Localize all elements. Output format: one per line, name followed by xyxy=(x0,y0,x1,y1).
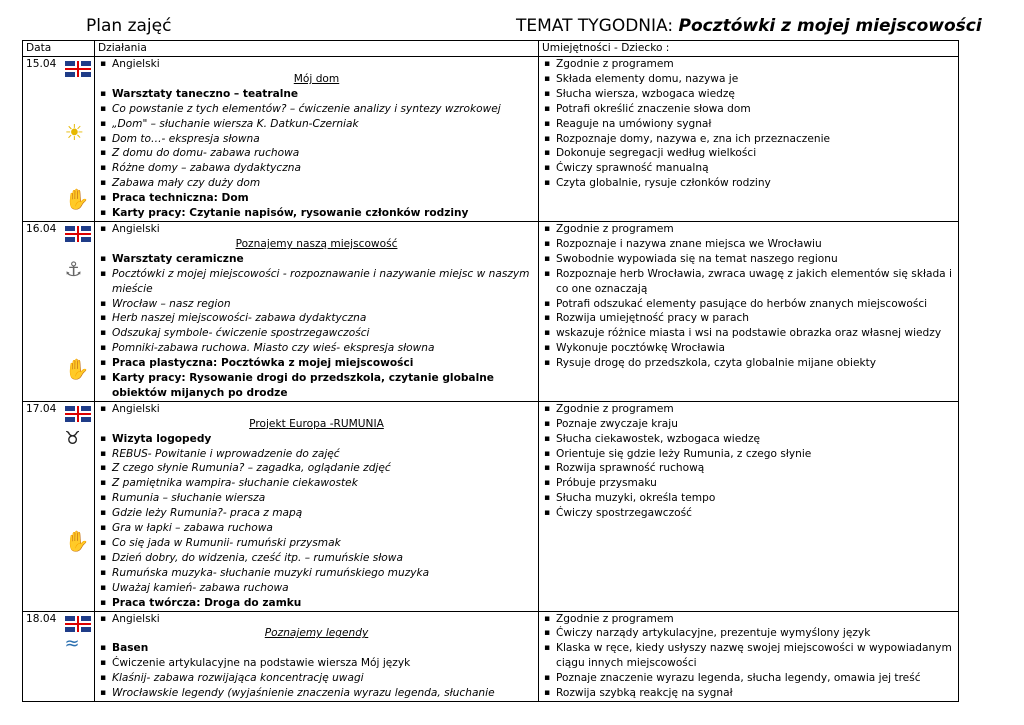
activity-item: ▪ Dzień dobry, do widzenia, cześć itp. – rumuńskie słowa xyxy=(98,551,535,566)
day-skills xyxy=(539,401,959,611)
day-activities xyxy=(95,401,539,611)
activity-item: ▪ Karty pracy: Rysowanie drogi do przedszkola, czytanie globalne obiektów mijanych po drodze xyxy=(98,371,535,401)
activity-item: ▪ Odszukaj symbole- ćwiczenie spostrzegawczości xyxy=(98,326,535,341)
activity-item: ▪ Angielski xyxy=(98,57,535,72)
skill-item: ▪ Zgodnie z programem xyxy=(542,57,955,72)
activity-item: ▪ Gra w łapki – zabawa ruchowa xyxy=(98,521,535,536)
activity-item: ▪ Różne domy – zabawa dydaktyczna xyxy=(98,161,535,176)
skill-item: ▪ Wykonuje pocztówkę Wrocławia xyxy=(542,341,955,356)
skill-item: ▪ Słucha muzyki, określa tempo xyxy=(542,491,955,506)
skill-item: ▪ Słucha ciekawostek, wzbogaca wiedzę xyxy=(542,432,955,447)
skill-item: ▪ Potrafi odszukać elementy pasujące do herbów znanych miejscowości xyxy=(542,297,955,312)
activity-item: ▪ Gdzie leży Rumunia?- praca z mapą xyxy=(98,506,535,521)
activity-item: ▪ Herb naszej miejscowości- zabawa dydaktyczna xyxy=(98,311,535,326)
lesson-plan-table xyxy=(22,40,959,702)
activity-item: ▪ Zabawa mały czy duży dom xyxy=(98,176,535,191)
activity-item: ▪ Dom to…- ekspresja słowna xyxy=(98,132,535,147)
hand-icon: ✋ xyxy=(64,528,90,553)
activity-item: ▪ Basen xyxy=(98,641,535,656)
uk-flag-icon xyxy=(65,616,91,632)
activity-item: ▪ Rumunia – słuchanie wiersza xyxy=(98,491,535,506)
activity-item: ▪ Angielski xyxy=(98,222,535,237)
hand-icon: ✋ xyxy=(64,356,90,381)
activity-item: ▪ Klaśnij- zabawa rozwijająca koncentrację uwagi xyxy=(98,671,535,686)
skill-item: ▪ Rozpoznaje i nazywa znane miejsca we Wrocławiu xyxy=(542,237,955,252)
activity-item: ▪ Wrocławskie legendy (wyjaśnienie znaczenia wyrazu legenda, słuchanie xyxy=(98,686,535,701)
activity-item: ▪ „Dom" – słuchanie wiersza K. Datkun-Czerniak xyxy=(98,117,535,132)
col-header-activities: Działania xyxy=(95,41,539,57)
skill-item: ▪ Rozpoznaje herb Wrocławia, zwraca uwagę z jakich elementów się składa i co one oznaczają xyxy=(542,267,955,297)
skill-item: ▪ Ćwiczy narządy artykulacyjne, prezentuje wymyślony język xyxy=(542,626,955,641)
activity-item xyxy=(98,417,535,432)
activity-item: ▪ Praca techniczna: Dom xyxy=(98,191,535,206)
day-date: 18.04 xyxy=(23,611,61,701)
activity-item: ▪ Pocztówki z mojej miejscowości - rozpoznawanie i nazywanie miejsc w naszym mieście xyxy=(98,267,535,297)
activity-item: ▪ Z czego słynie Rumunia? – zagadka, oglądanie zdjęć xyxy=(98,461,535,476)
skill-item: ▪ Rozwija szybką reakcję na sygnał xyxy=(542,686,955,701)
activity-item: ▪ Co powstanie z tych elementów? – ćwiczenie analizy i syntezy wzrokowej xyxy=(98,102,535,117)
day-row xyxy=(23,221,959,401)
activity-topic: Poznajemy naszą miejscowość xyxy=(235,237,398,250)
skill-item: ▪ Rozwija umiejętność pracy w parach xyxy=(542,311,955,326)
activity-topic: Poznajemy legendy xyxy=(264,627,369,640)
skill-item: ▪ Zgodnie z programem xyxy=(542,402,955,417)
topic-label: TEMAT TYGODNIA: xyxy=(516,16,674,36)
skill-item: ▪ Zgodnie z programem xyxy=(542,222,955,237)
activity-item xyxy=(98,626,535,641)
activity-item: ▪ Wizyta logopedy xyxy=(98,432,535,447)
day-row xyxy=(23,401,959,611)
week-topic xyxy=(516,16,982,36)
topic-value: Pocztówki z mojej miejscowości xyxy=(678,16,982,36)
pottery-tool-icon: ⚓ xyxy=(64,256,83,281)
activity-item: ▪ Warsztaty ceramiczne xyxy=(98,252,535,267)
hand-icon: ✋ xyxy=(64,187,90,211)
day-row xyxy=(23,611,959,701)
activity-item: ▪ Rumuńska muzyka- słuchanie muzyki rumuńskiego muzyka xyxy=(98,566,535,581)
day-row xyxy=(23,57,959,222)
day-icons xyxy=(61,401,95,611)
skill-item: ▪ Czyta globalnie, rysuje członków rodziny xyxy=(542,176,955,191)
day-skills xyxy=(539,611,959,701)
day-icons xyxy=(61,57,95,222)
uk-flag-icon xyxy=(65,406,91,422)
plan-title: Plan zajęć xyxy=(86,16,172,36)
skill-item: ▪ Ćwiczy spostrzegawczość xyxy=(542,506,955,521)
skill-item: ▪ Rozpoznaje domy, nazywa e, zna ich przeznaczenie xyxy=(542,132,955,147)
swimming-pool-icon: ≈ xyxy=(64,632,80,654)
skill-item: ▪ Dokonuje segregacji według wielkości xyxy=(542,146,955,161)
activity-topic: Mój dom xyxy=(293,72,340,85)
skill-item: ▪ Potrafi określić znaczenie słowa dom xyxy=(542,102,955,117)
activity-item: ▪ Z pamiętnika wampira- słuchanie ciekawostek xyxy=(98,476,535,491)
activity-item: ▪ Pomniki-zabawa ruchowa. Miasto czy wieś- ekspresja słowna xyxy=(98,341,535,356)
activity-item xyxy=(98,237,535,252)
activity-item: ▪ Angielski xyxy=(98,402,535,417)
col-header-date: Data xyxy=(23,41,61,57)
activity-item: ▪ Karty pracy: Czytanie napisów, rysowanie członków rodziny xyxy=(98,206,535,221)
activity-item: ▪ Z domu do domu- zabawa ruchowa xyxy=(98,146,535,161)
skill-item: ▪ Słucha wiersza, wzbogaca wiedzę xyxy=(542,87,955,102)
day-activities xyxy=(95,221,539,401)
day-activities xyxy=(95,611,539,701)
col-header-spacer xyxy=(61,41,95,57)
skill-item: ▪ Swobodnie wypowiada się na temat naszego regionu xyxy=(542,252,955,267)
uk-flag-icon xyxy=(65,61,91,77)
day-activities xyxy=(95,57,539,222)
skill-item: ▪ Poznaje zwyczaje kraju xyxy=(542,417,955,432)
uk-flag-icon xyxy=(65,226,91,242)
activity-item: ▪ Praca plastyczna: Pocztówka z mojej miejscowości xyxy=(98,356,535,371)
skill-item: ▪ Ćwiczy sprawność manualną xyxy=(542,161,955,176)
activity-item: ▪ Uważaj kamień- zabawa ruchowa xyxy=(98,581,535,596)
activity-item: ▪ REBUS- Powitanie i wprowadzenie do zajęć xyxy=(98,447,535,462)
skill-item: ▪ Reaguje na umówiony sygnał xyxy=(542,117,955,132)
activity-item: ▪ Warsztaty taneczno – teatralne xyxy=(98,87,535,102)
activity-item xyxy=(98,72,535,87)
day-date: 15.04 xyxy=(23,57,61,222)
skill-item: ▪ Próbuje przysmaku xyxy=(542,476,955,491)
activity-topic: Projekt Europa -RUMUNIA xyxy=(249,417,384,430)
activity-item: ▪ Angielski xyxy=(98,612,535,627)
day-date: 17.04 xyxy=(23,401,61,611)
skill-item: ▪ Zgodnie z programem xyxy=(542,612,955,627)
col-header-skills: Umiejętności - Dziecko : xyxy=(539,41,959,57)
sun-icon: ☀ xyxy=(64,121,85,146)
mouth-icon: ♉ xyxy=(64,427,81,449)
skill-item: ▪ Klaska w ręce, kiedy usłyszy nazwę swojej miejscowości w wypowiadanym ciągu innych miejscowości xyxy=(542,641,955,671)
activity-item: ▪ Ćwiczenie artykulacyjne na podstawie wiersza Mój język xyxy=(98,656,535,671)
day-date: 16.04 xyxy=(23,221,61,401)
activity-item: ▪ Co się jada w Rumunii- rumuński przysmak xyxy=(98,536,535,551)
skill-item: ▪ wskazuje różnice miasta i wsi na podstawie obrazka oraz własnej wiedzy xyxy=(542,326,955,341)
skill-item: ▪ Rozwija sprawność ruchową xyxy=(542,461,955,476)
skill-item: ▪ Rysuje drogę do przedszkola, czyta globalnie mijane obiekty xyxy=(542,356,955,371)
activity-item: ▪ Wrocław – nasz region xyxy=(98,297,535,312)
day-icons xyxy=(61,611,95,701)
day-skills xyxy=(539,221,959,401)
skill-item: ▪ Orientuje się gdzie leży Rumunia, z czego słynie xyxy=(542,447,955,462)
activity-item: ▪ Praca twórcza: Droga do zamku xyxy=(98,596,535,611)
skill-item: ▪ Składa elementy domu, nazywa je xyxy=(542,72,955,87)
day-icons xyxy=(61,221,95,401)
day-skills xyxy=(539,57,959,222)
skill-item: ▪ Poznaje znaczenie wyrazu legenda, słucha legendy, omawia jej treść xyxy=(542,671,955,686)
